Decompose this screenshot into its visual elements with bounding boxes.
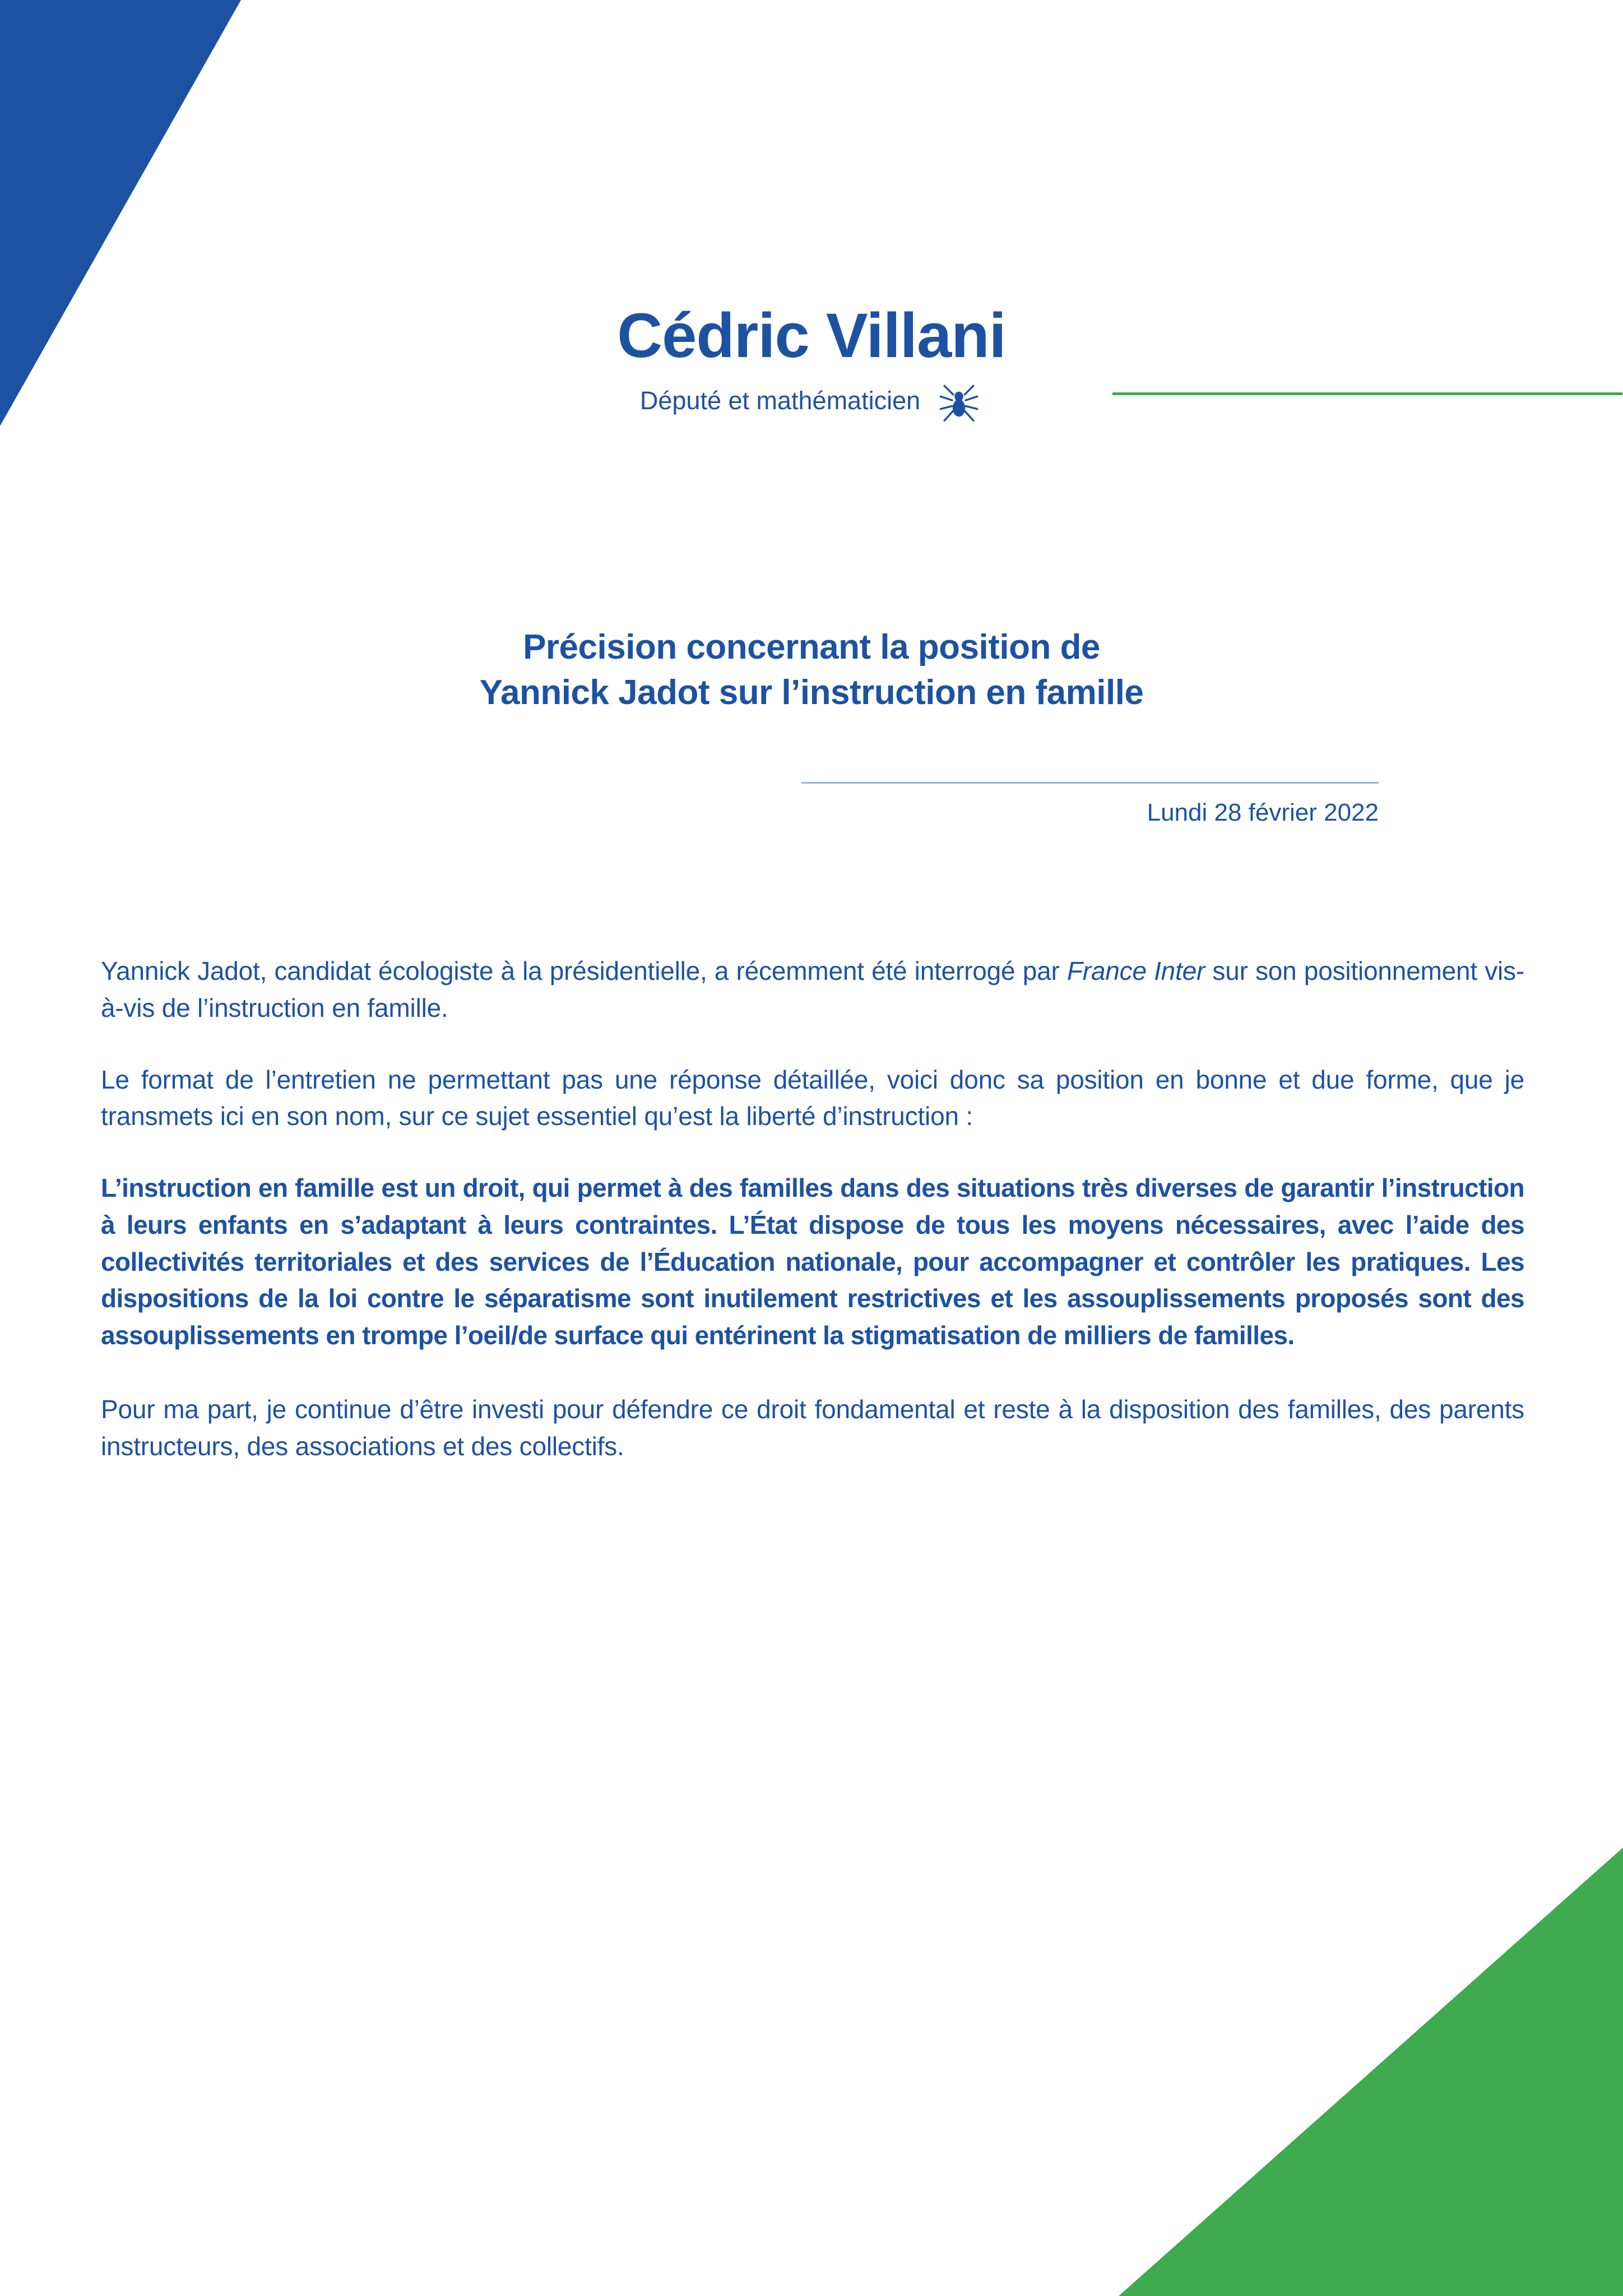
paragraph-1: [101, 953, 1524, 1027]
document-date: Lundi 28 février 2022: [1147, 799, 1379, 826]
paragraph-1-italic-source: France Inter: [1066, 956, 1205, 985]
letterhead: [0, 300, 1623, 425]
header-rule: [1112, 392, 1622, 395]
page-title: [0, 625, 1623, 715]
paragraph-1-part-2: sur son positionnement vis-à-vis de l’instruction en famille.: [101, 956, 1524, 1022]
page-title-line-1: Précision concernant la position de: [523, 628, 1100, 666]
paragraph-1-part-1: Yannick Jadot, candidat écologiste à la présidentielle, a récemment été interrogé par: [101, 956, 1067, 985]
brand-name: Cédric Villani: [617, 300, 1006, 371]
green-corner-decoration: [1119, 1848, 1623, 2296]
spider-icon: [935, 380, 983, 428]
brand-subtitle: Député et mathématicien: [639, 386, 921, 415]
page-title-line-2: Yannick Jadot sur l’instruction en famille: [479, 673, 1144, 712]
paragraph-2: Le format de l’entretien ne permettant pas une réponse détaillée, voici donc sa position en bonne et due forme, que je transmets ici en son nom, sur ce sujet essentiel qu’est la liberté d’instruction :: [101, 1064, 1524, 1131]
paragraph-4: Pour ma part, je continue d’être investi pour défendre ce droit fondamental et reste à la disposition des familles, des parents instructeurs, des associations et des collectifs.: [101, 1394, 1524, 1461]
document-body: [101, 953, 1524, 1465]
paragraph-3-statement: L’instruction en famille est un droit, qui permet à des familles dans des situations très diverses de garantir l’instruction à leurs enfants en s’adaptant à leurs contraintes. L’État dispose de tous les moyens nécessaires, avec l’aide des collectivités territoriales et des services de l’Éducation nationale, pour accompagner et contrôler les pratiques. Les dispositions de la loi contre le séparatisme sont inutilement restrictives et les assouplissements proposés sont des assouplissements en trompe l’oeil/de surface qui entérinent la stigmatisation de milliers de familles.: [101, 1173, 1524, 1350]
brand-subtitle-row: [0, 377, 1623, 425]
title-rule: [801, 782, 1379, 784]
